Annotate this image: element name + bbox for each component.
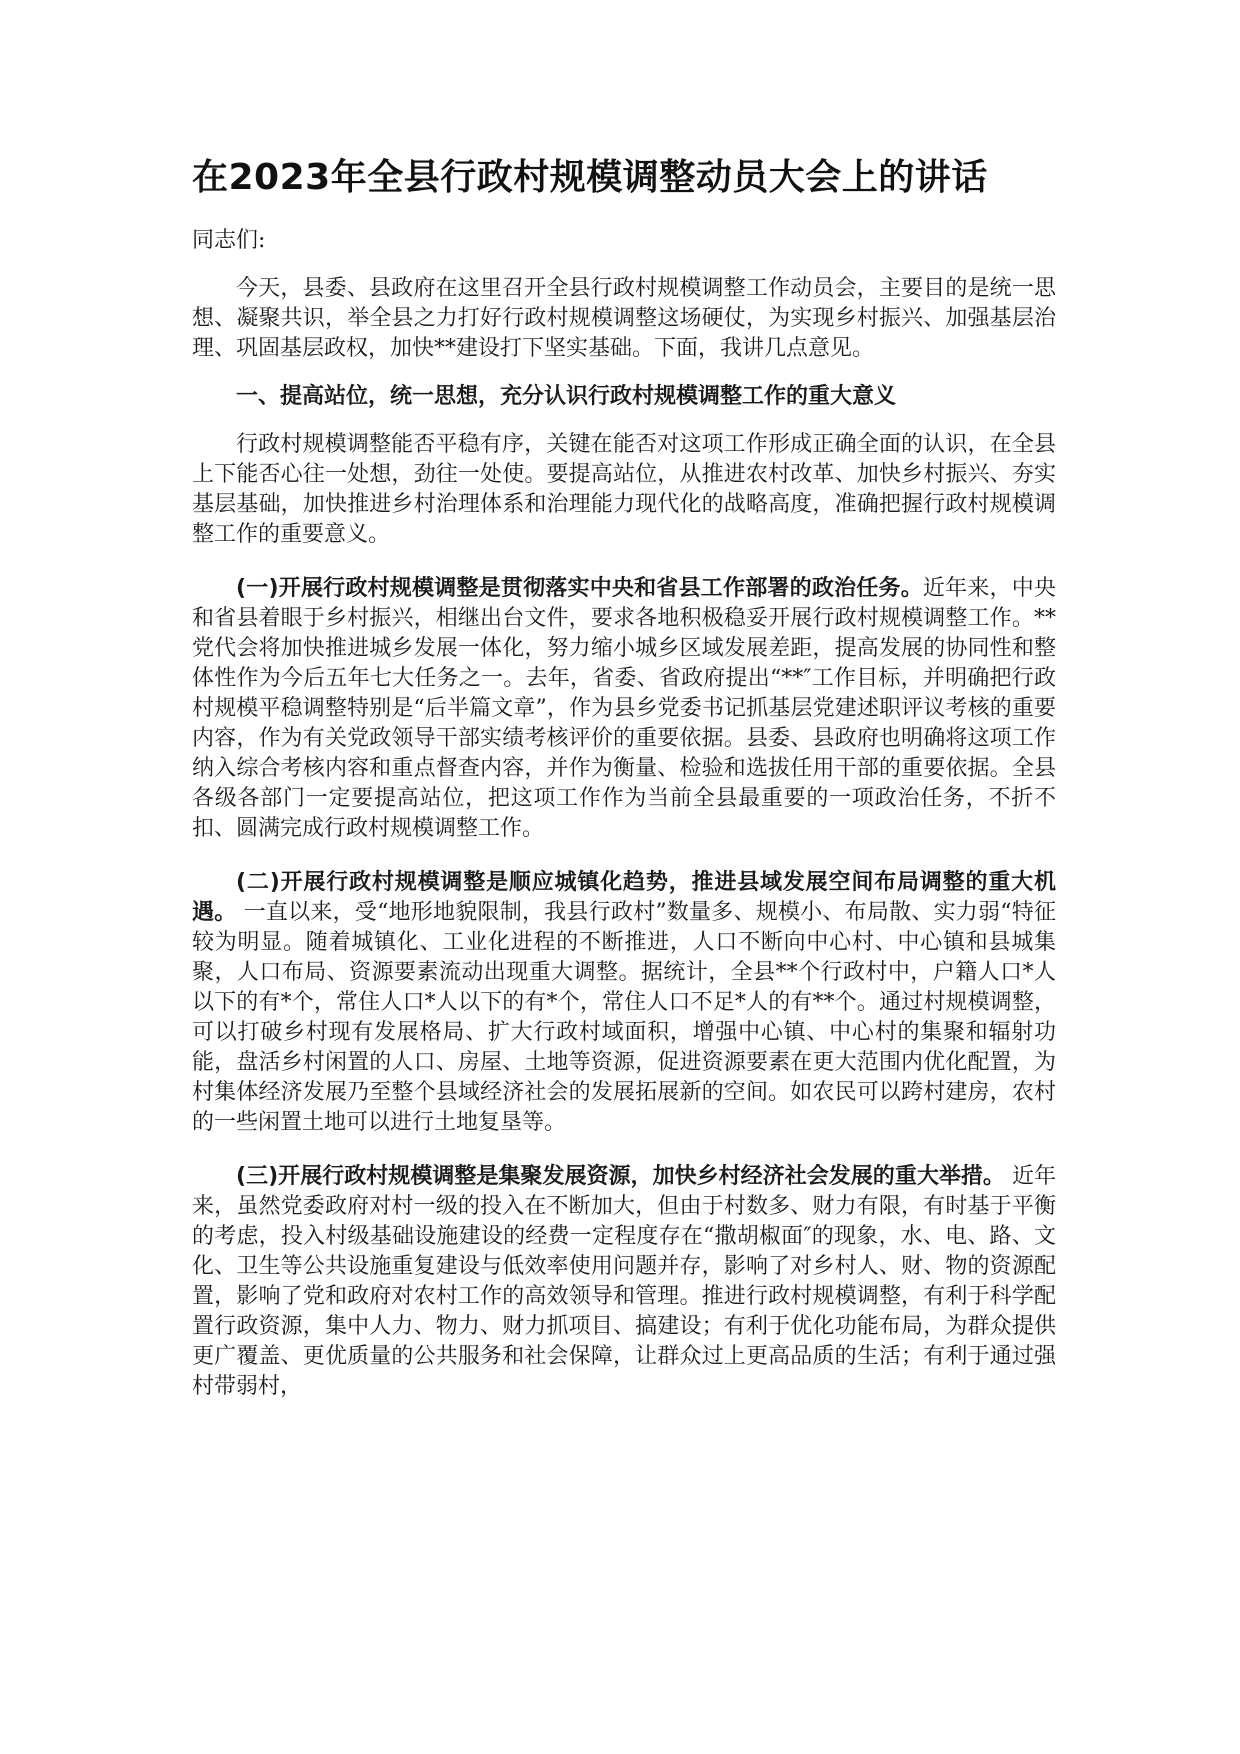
subsection-2-paragraph bbox=[192, 868, 1056, 1138]
subsection-2-heading: (二)开展行政村规模调整是顺应城镇化趋势，推进县域发展空间布局调整的重大机遇。 bbox=[192, 870, 1056, 925]
section-1-paragraph: 行政村规模调整能否平稳有序，关键在能否对这项工作形成正确全面的认识，在全县上下能否心往一处想，劲往一处使。要提高站位，从推进农村改革、加快乡村振兴、夯实基层基础，加快推进乡村治理体系和治理能力现代化的战略高度，准确把握行政村规模调整工作的重要意义。 bbox=[192, 432, 1056, 547]
subsection-3-paragraph bbox=[192, 1162, 1056, 1402]
section-1-heading: 一、提高站位，统一思想，充分认识行政村规模调整工作的重大意义 bbox=[236, 384, 897, 409]
subsection-3-heading: (三)开展行政村规模调整是集聚发展资源，加快乡村经济社会发展的重大举措。 bbox=[236, 1164, 1005, 1189]
subsection-1-paragraph bbox=[192, 574, 1056, 844]
intro-paragraph: 今天，县委、县政府在这里召开全县行政村规模调整工作动员会，主要目的是统一思想、凝聚共识，举全县之力打好行政村规模调整这场硬仗，为实现乡村振兴、加强基层治理、巩固基层政权，加快**建设打下坚实基础。下面，我讲几点意见。 bbox=[192, 276, 1056, 361]
subsection-2-body: 一直以来，受“地形地貌限制，我县行政村”数量多、规模小、布局散、实力弱“特征较为明显。随着城镇化、工业化进程的不断推进，人口不断向中心村、中心镇和县城集聚，人口布局、资源要素流动出现重大调整。据统计，全县**个行政村中，户籍人口*人以下的有*个，常住人口*人以下的有*个，常住人口不足*人的有**个。通过村规模调整，可以打破乡村现有发展格局、扩大行政村域面积，增强中心镇、中心村的集聚和辐射功能，盘活乡村闲置的人口、房屋、土地等资源，促进资源要素在更大范围内优化配置，为村集体经济发展乃至整个县域经济社会的发展拓展新的空间。如农民可以跨村建房，农村的一些闲置土地可以进行土地复垦等。 bbox=[192, 900, 1056, 1135]
document-title: 在2023年全县行政村规模调整动员大会上的讲话 bbox=[192, 157, 988, 198]
subsection-3-body: 近年来，虽然党委政府对村一级的投入在不断加大，但由于村数多、财力有限，有时基于平衡的考虑，投入村级基础设施建设的经费一定程度存在“撒胡椒面″的现象，水、电、路、文化、卫生等公共设施重复建设与低效率使用问题并存，影响了对乡村人、财、物的资源配置，影响了党和政府对农村工作的高效领导和管理。推进行政村规模调整，有利于科学配置行政资源，集中人力、物力、财力抓项目、搞建设；有利于优化功能布局，为群众提供更广覆盖、更优质量的公共服务和社会保障，让群众过上更高品质的生活；有利于通过强村带弱村， bbox=[192, 1164, 1056, 1399]
subsection-1-heading: (一)开展行政村规模调整是贯彻落实中央和省县工作部署的政治任务。 bbox=[236, 576, 923, 601]
document-page bbox=[192, 150, 1056, 1402]
subsection-1-body: 近年来，中央和省县着眼于乡村振兴，相继出台文件，要求各地积极稳妥开展行政村规模调整工作。**党代会将加快推进城乡发展一体化，努力缩小城乡区域发展差距，提高发展的协同性和整体性作为今后五年七大任务之一。去年，省委、省政府提出“**″工作目标，并明确把行政村规模平稳调整特别是“后半篇文章”，作为县乡党委书记抓基层党建述职评议考核的重要内容，作为有关党政领导干部实绩考核评价的重要依据。县委、县政府也明确将这项工作纳入综合考核内容和重点督查内容，并作为衡量、检验和选拔任用干部的重要依据。全县各级各部门一定要提高站位，把这项工作作为当前全县最重要的一项政治任务，不折不扣、圆满完成行政村规模调整工作。 bbox=[192, 576, 1056, 841]
greeting: 同志们: bbox=[192, 228, 266, 253]
